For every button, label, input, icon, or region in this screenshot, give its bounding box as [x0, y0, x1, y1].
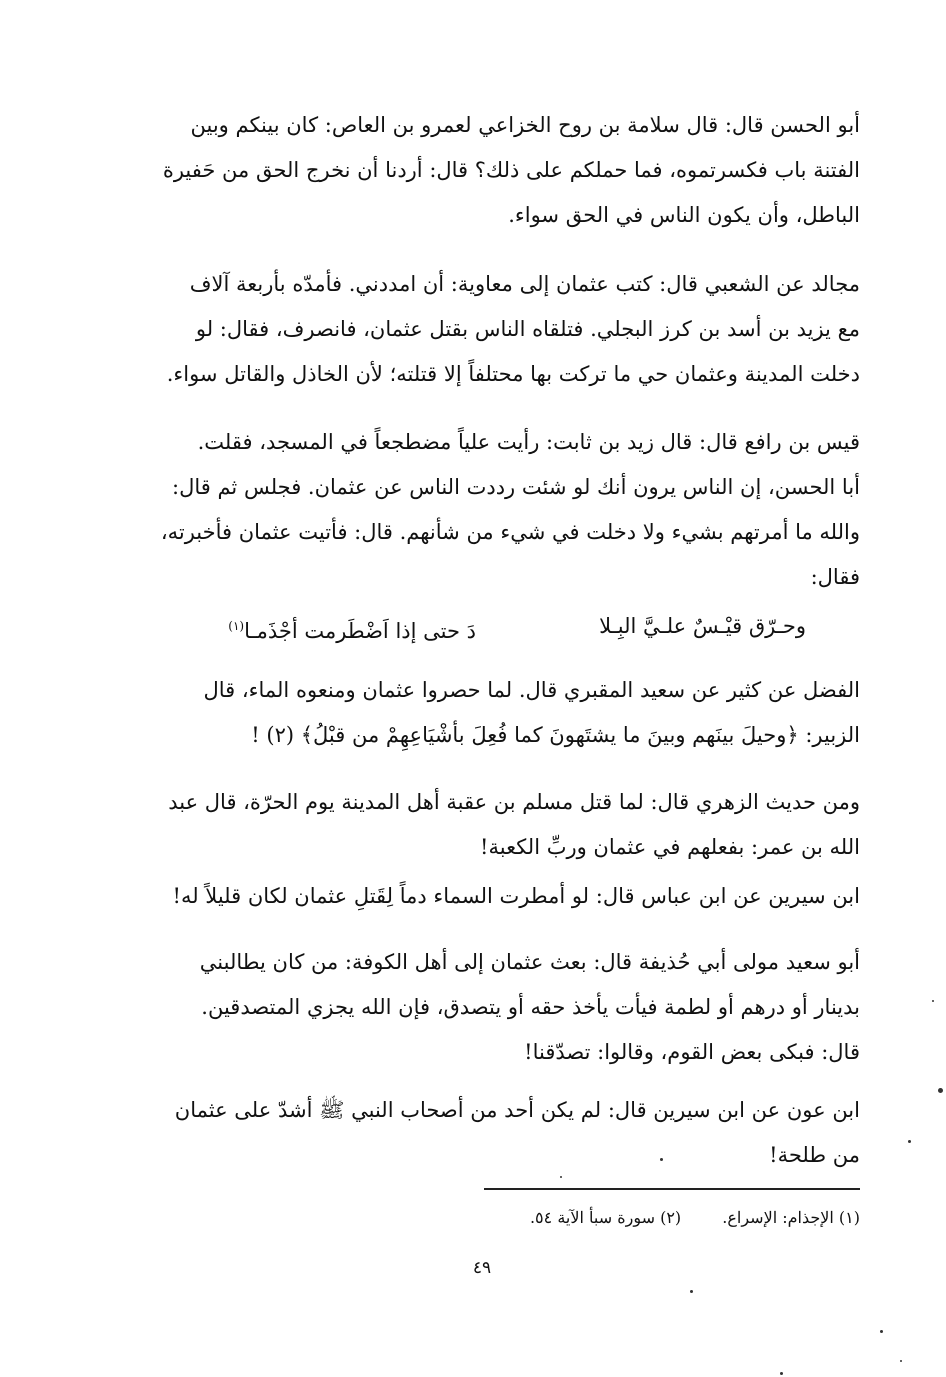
footnote-1: (١) الإجذام: الإسراع.: [722, 1208, 860, 1227]
paragraph-mujalid: [100, 262, 860, 397]
text-line: بدينار أو درهم أو لطمة فيأت يأخذ حقه أو يتصدق، فإن الله يجزي المتصدقين.: [201, 995, 860, 1019]
scan-speck: [690, 1290, 693, 1293]
paragraph-salama: [100, 103, 860, 238]
scan-speck: [660, 1158, 663, 1161]
footnote-marker: (١): [228, 619, 245, 633]
text-line: الباطل، وأن يكون الناس في الحق سواء.: [508, 203, 860, 227]
paragraph-fadl: [100, 668, 860, 758]
text-line: أبا الحسن، إن الناس يرون أنك لو شئت رددت الناس عن عثمان. فجلس ثم قال:: [172, 475, 860, 499]
paragraph-qays: [100, 420, 860, 600]
text-line: فقال:: [810, 565, 860, 589]
page-number: ٤٩: [472, 1258, 492, 1278]
text-line: ابن عون عن ابن سيرين قال: لم يكن أحد من أصحاب النبي ﷺ أشدّ على عثمان: [174, 1098, 860, 1122]
text-line: الفتنة باب فكسرتموه، فما حملكم على ذلك؟ قال: أردنا أن نخرج الحق من حَفيرة: [162, 158, 860, 182]
text-line: قيس بن رافع قال: قال زيد بن ثابت: رأيت علياً مضطجعاً في المسجد، فقلت.: [197, 430, 860, 454]
scan-speck: [932, 1000, 934, 1002]
paragraph-zuhri: [100, 780, 860, 870]
text-line: الزبير: ﴿وحيلَ بينَهم وبينَ ما يشتَهونَ كما فُعِلَ بأشْيَاعِهِمْ من قبْلُ﴾ (٢) !: [251, 723, 860, 747]
scan-speck: [938, 1088, 943, 1093]
scan-speck: [880, 1330, 883, 1333]
text-line: والله ما أمرتهم بشيء ولا دخلت في شيء من شأنهم. قال: فأتيت عثمان فأخبرته،: [160, 520, 860, 544]
scan-speck: [560, 1176, 562, 1178]
text-line: دخلت المدينة وعثمان حي ما تركت بها محتلفاً إلا قتلته؛ لأن الخاذل والقاتل سواء.: [166, 362, 860, 386]
verse-first-half: وحـرّق قيْـسٌ علـيَّ البِـلا: [599, 614, 806, 638]
scan-speck: [908, 1140, 911, 1143]
text-line: أبو الحسن قال: قال سلامة بن روح الخزاعي لعمرو بن العاص: كان بينكم وبين: [190, 113, 860, 137]
text-line: الفضل عن كثير عن سعيد المقبري قال. لما حصروا عثمان ومنعوه الماء، قال: [203, 678, 860, 702]
text-line: ابن سيرين عن ابن عباس قال: لو أمطرت السماء دماً لِقَتلِ عثمان لكان قليلاً له!: [172, 884, 860, 908]
text-line: أبو سعيد مولى أبي حُذيفة قال: بعث عثمان إلى أهل الكوفة: من كان يطالبني: [199, 950, 860, 974]
text-line: ومن حديث الزهري قال: لما قتل مسلم بن عقبة أهل المدينة يوم الحرّة، قال عبد: [168, 790, 860, 814]
text-line: مع يزيد بن أسد بن كرز البجلي. فتلقاه الناس بقتل عثمان، فانصرف، فقال: لو: [195, 317, 860, 341]
text-line: قال: فبكى بعض القوم، وقالوا: تصدّقنا!: [524, 1040, 860, 1064]
footnote-divider: [484, 1188, 860, 1190]
verse-second-half-wrap: [228, 604, 476, 654]
text-line: الله بن عمر: بفعلهم في عثمان وربِّ الكعبة!: [480, 835, 860, 859]
scan-speck: [900, 1360, 902, 1362]
scan-speck: [780, 1372, 783, 1375]
paragraph-ibn-sirin: [100, 874, 860, 919]
verse-second-half: دَ حتى إذا اَضْطَرمت أجْذَمـا: [244, 619, 476, 643]
paragraph-ibn-awn: [100, 1088, 860, 1178]
paragraph-abu-said: [100, 940, 860, 1075]
footnote-2: (٢) سورة سبأ الآية ٥٤.: [529, 1208, 682, 1227]
footnotes: [440, 1206, 860, 1230]
text-line: من طلحة!: [769, 1143, 860, 1167]
text-line: مجالد عن الشعبي قال: كتب عثمان إلى معاوية: أن امددني. فأمدّه بأربعة آلاف: [189, 272, 860, 296]
poetry-verse: [106, 604, 806, 649]
